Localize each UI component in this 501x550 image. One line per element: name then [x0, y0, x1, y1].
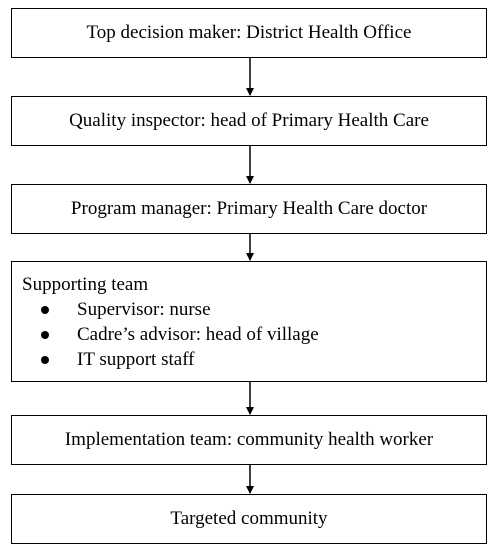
- box-label: Implementation team: community health worker: [64, 429, 434, 450]
- box-label: Program manager: Primary Health Care doctor: [70, 198, 428, 219]
- list-item: [22, 347, 486, 372]
- box-program-manager: [11, 184, 487, 234]
- supporting-team-title: Supporting team: [22, 274, 149, 295]
- list-item: [22, 322, 486, 347]
- box-supporting-team: [11, 261, 487, 382]
- box-label: Top decision maker: District Health Office: [86, 22, 412, 43]
- box-top-decision-maker: [11, 8, 487, 58]
- box-implementation-team: [11, 415, 487, 465]
- bullet-icon: [41, 356, 49, 364]
- box-quality-inspector: [11, 96, 487, 146]
- list-item: [22, 297, 486, 322]
- bullet-icon: [41, 331, 49, 339]
- bullet-icon: [41, 306, 49, 314]
- list-item-label: IT support staff: [77, 349, 195, 370]
- box-targeted-community: [11, 494, 487, 544]
- supporting-team-list: [22, 297, 486, 372]
- box-label: Targeted community: [170, 508, 328, 529]
- box-label: Quality inspector: head of Primary Health Care: [69, 110, 429, 131]
- list-item-label: Supervisor: nurse: [77, 299, 211, 320]
- list-item-label: Cadre’s advisor: head of village: [77, 324, 319, 345]
